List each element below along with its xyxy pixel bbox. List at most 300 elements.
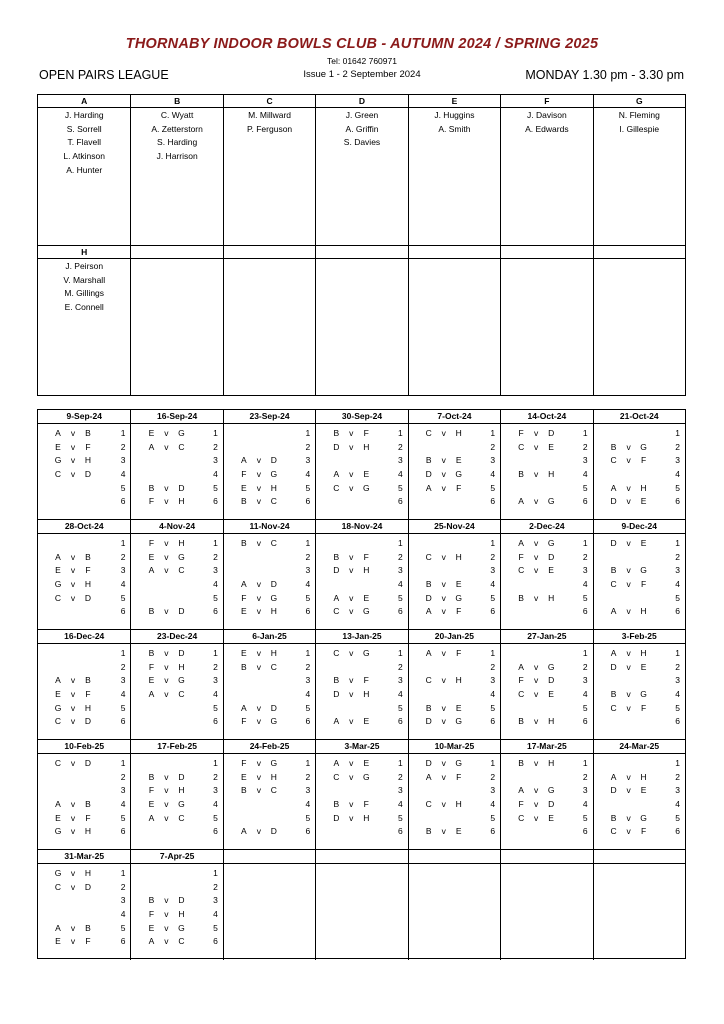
rink-number: 4	[120, 909, 126, 920]
team-row	[38, 95, 685, 246]
home-team: E	[55, 936, 61, 947]
home-team: A	[425, 482, 432, 493]
fixture-game	[224, 825, 315, 839]
versus: v	[441, 702, 446, 713]
rink-number: 6	[305, 826, 311, 837]
rink-number: 5	[305, 702, 311, 713]
rink-number: 2	[490, 441, 496, 452]
rink-number: 1	[120, 648, 126, 658]
versus: v	[70, 689, 76, 700]
home-team: D	[610, 661, 617, 672]
versus: v	[164, 661, 169, 672]
fixture-game	[38, 551, 130, 565]
away-team: G	[547, 496, 555, 507]
rink-number: 1	[397, 648, 403, 658]
fixture-game	[316, 468, 407, 482]
away-team: G	[640, 441, 647, 452]
versus: v	[534, 592, 539, 603]
fixture-game	[409, 605, 500, 619]
rink-number: 3	[213, 895, 218, 906]
rink-number: 3	[120, 565, 126, 576]
fixture-date: 4-Nov-24	[131, 520, 222, 534]
rink-number: 3	[120, 785, 126, 796]
home-team: A	[241, 579, 247, 590]
team-players	[38, 259, 130, 315]
versus: v	[626, 771, 631, 782]
fixture-game	[501, 661, 592, 675]
player-name: A. Zetterstorn	[151, 123, 203, 134]
fixture-game	[594, 454, 685, 468]
away-team: F	[640, 579, 647, 590]
fixture-game	[131, 454, 222, 468]
team-letter	[501, 246, 592, 259]
fixture-game	[409, 812, 500, 826]
rink-number: 2	[397, 661, 403, 672]
fixture-game	[409, 495, 500, 509]
away-team: H	[178, 909, 185, 920]
home-team: D	[425, 758, 432, 768]
team-cell	[500, 95, 592, 246]
home-team: B	[241, 661, 247, 672]
fixture-date: 13-Jan-25	[316, 630, 407, 644]
player-name: A. Hunter	[66, 164, 103, 175]
fixture-game	[409, 771, 500, 785]
versus: v	[256, 702, 261, 713]
away-team: G	[455, 758, 463, 768]
versus: v	[626, 606, 631, 617]
versus: v	[534, 661, 539, 672]
rink-number: 4	[397, 799, 403, 810]
fixture-game	[501, 771, 592, 785]
fixture-game	[131, 647, 222, 661]
versus: v	[164, 538, 169, 548]
away-team: H	[178, 496, 185, 507]
team-cell	[223, 95, 315, 246]
versus: v	[441, 455, 446, 466]
away-team: E	[363, 716, 370, 727]
away-team: G	[640, 565, 647, 576]
fixture-game	[409, 825, 500, 839]
home-team: E	[241, 482, 247, 493]
home-team: A	[241, 702, 247, 713]
rink-number: 3	[490, 455, 496, 466]
away-team: B	[85, 551, 91, 562]
rink-number: 4	[582, 579, 588, 590]
fixture-game	[131, 551, 222, 565]
versus: v	[164, 689, 169, 700]
home-team: D	[610, 496, 617, 507]
fixture-game	[409, 564, 500, 578]
fixture-game	[501, 702, 592, 716]
fixture-week-row	[38, 410, 685, 520]
fixture-cell	[408, 520, 500, 630]
away-team: E	[640, 785, 647, 796]
player-name: J. Peirson	[65, 261, 104, 271]
fixture-game	[409, 537, 500, 551]
rink-number: 4	[305, 799, 311, 810]
fixture-date: 16-Sep-24	[131, 410, 222, 424]
player-name: S. Harding	[157, 137, 198, 148]
home-team: F	[148, 661, 155, 672]
rink-number: 3	[213, 785, 218, 796]
versus: v	[441, 592, 446, 603]
home-team: F	[241, 716, 247, 727]
fixture-game	[501, 825, 592, 839]
rink-number: 5	[397, 812, 403, 823]
versus: v	[164, 812, 169, 823]
fixture-game	[594, 427, 685, 441]
away-team: G	[640, 689, 647, 700]
home-team: B	[333, 799, 340, 810]
fixture-game	[38, 592, 130, 606]
fixture-game	[224, 688, 315, 702]
rink-number: 3	[120, 455, 126, 466]
fixture-game	[594, 495, 685, 509]
rink-number: 6	[120, 826, 126, 837]
fixture-cell	[130, 410, 222, 520]
home-team: C	[518, 689, 525, 700]
versus: v	[626, 455, 631, 466]
away-team: E	[363, 758, 370, 768]
fixture-game	[224, 757, 315, 771]
fixture-cell	[315, 850, 407, 960]
fixture-date	[594, 850, 685, 864]
fixture-cell	[38, 850, 130, 960]
away-team: F	[640, 455, 647, 466]
versus: v	[349, 482, 354, 493]
rink-number: 2	[675, 771, 680, 782]
rink-number: 5	[305, 592, 311, 603]
home-team: A	[241, 455, 247, 466]
rink-number: 3	[213, 455, 218, 466]
fixture-date	[409, 850, 500, 864]
fixture-cell	[223, 630, 315, 740]
versus: v	[164, 428, 169, 438]
versus: v	[349, 771, 354, 782]
player-name: L. Atkinson	[63, 151, 105, 162]
fixture-game	[224, 661, 315, 675]
home-team: F	[518, 799, 524, 810]
home-team: C	[425, 428, 432, 438]
home-team: E	[55, 689, 61, 700]
versus: v	[164, 936, 169, 947]
rink-number: 1	[305, 538, 311, 548]
away-team: C	[270, 785, 277, 796]
rink-number: 4	[120, 469, 126, 480]
versus: v	[534, 469, 539, 480]
away-team: D	[84, 758, 92, 768]
fixture-game	[316, 674, 407, 688]
away-team: F	[85, 936, 91, 947]
home-team: B	[148, 648, 155, 658]
team-players	[316, 108, 407, 150]
fixture-game	[409, 715, 500, 729]
fixture-game	[38, 427, 130, 441]
rink-number: 4	[490, 469, 496, 480]
away-team: D	[270, 826, 277, 837]
team-players	[409, 108, 500, 136]
versus: v	[534, 716, 539, 727]
team-players	[501, 108, 592, 136]
away-team: G	[178, 799, 185, 810]
fixture-game	[131, 881, 222, 895]
fixture-game	[131, 702, 222, 716]
fixture-game	[316, 605, 407, 619]
team-letter: B	[131, 95, 222, 108]
player-name: J. Davison	[527, 110, 567, 120]
fixture-game	[316, 757, 407, 771]
versus: v	[349, 565, 354, 576]
fixture-game	[501, 605, 592, 619]
fixture-date: 24-Feb-25	[224, 740, 315, 754]
team-players	[594, 259, 685, 260]
fixture-cell	[130, 850, 222, 960]
away-team: E	[548, 565, 554, 576]
away-team: D	[548, 428, 555, 438]
home-team: A	[148, 936, 155, 947]
home-team: E	[148, 922, 155, 933]
home-team: C	[54, 716, 62, 727]
home-team: A	[241, 826, 247, 837]
fixture-game	[409, 441, 500, 455]
home-team: B	[148, 482, 155, 493]
versus: v	[349, 606, 354, 617]
rink-number: 5	[582, 482, 588, 493]
home-team: B	[241, 496, 247, 507]
player-name: T. Flavell	[67, 137, 101, 148]
home-team: E	[55, 565, 61, 576]
versus: v	[441, 579, 446, 590]
team-cell	[315, 95, 407, 246]
fixture-game	[38, 674, 130, 688]
fixture-game	[131, 922, 222, 936]
rink-number: 6	[675, 496, 680, 507]
versus: v	[164, 551, 169, 562]
fixture-game	[131, 674, 222, 688]
rink-number: 6	[213, 826, 218, 837]
fixture-date: 7-Oct-24	[409, 410, 500, 424]
away-team: F	[363, 675, 369, 686]
versus: v	[164, 565, 169, 576]
versus: v	[534, 565, 539, 576]
fixture-game	[131, 427, 222, 441]
away-team: E	[455, 455, 462, 466]
away-team: F	[85, 812, 91, 823]
versus: v	[70, 702, 76, 713]
rink-number: 1	[213, 648, 218, 658]
fixture-game	[501, 537, 592, 551]
team-letter: D	[316, 95, 407, 108]
fixture-game	[501, 427, 592, 441]
away-team: G	[455, 592, 463, 603]
rink-number: 3	[305, 675, 311, 686]
fixture-date: 24-Mar-25	[594, 740, 685, 754]
rink-number: 5	[120, 922, 126, 933]
team-cell	[593, 246, 685, 395]
fixture-cell	[593, 850, 685, 960]
fixture-game	[131, 605, 222, 619]
home-team: F	[148, 496, 155, 507]
rink-number: 3	[490, 675, 496, 686]
versus: v	[164, 909, 169, 920]
versus: v	[441, 482, 446, 493]
away-team: E	[548, 812, 554, 823]
home-team: E	[55, 812, 61, 823]
rink-number: 6	[120, 606, 126, 617]
away-team: H	[363, 441, 370, 452]
away-team: G	[455, 716, 463, 727]
fixture-game	[594, 551, 685, 565]
home-team: C	[518, 812, 525, 823]
fixture-cell	[500, 630, 592, 740]
home-team: D	[333, 812, 340, 823]
home-team: C	[425, 675, 432, 686]
home-team: E	[148, 675, 155, 686]
fixture-game	[131, 578, 222, 592]
player-name: J. Harrison	[156, 151, 198, 162]
rink-number: 1	[213, 868, 218, 878]
fixture-cell	[315, 630, 407, 740]
team-letter: F	[501, 95, 592, 108]
fixture-date: 11-Nov-24	[224, 520, 315, 534]
fixture-game	[38, 908, 130, 922]
away-team: D	[178, 606, 185, 617]
rink-number: 2	[397, 441, 403, 452]
away-team: C	[270, 661, 277, 672]
fixture-game	[594, 537, 685, 551]
fixture-date: 10-Mar-25	[409, 740, 500, 754]
rink-number: 3	[675, 675, 680, 686]
away-team: B	[85, 799, 91, 810]
home-team: F	[518, 428, 524, 438]
fixture-game	[224, 674, 315, 688]
away-team: B	[85, 922, 91, 933]
away-team: G	[178, 551, 185, 562]
fixture-cell	[38, 740, 130, 850]
team-letter: C	[224, 95, 315, 108]
rink-number: 6	[675, 826, 680, 837]
versus: v	[626, 538, 631, 548]
away-team: D	[84, 469, 92, 480]
fixture-game	[38, 798, 130, 812]
away-team: C	[178, 565, 185, 576]
rink-number: 1	[490, 758, 496, 768]
rink-number: 2	[490, 661, 496, 672]
fixture-game	[131, 935, 222, 949]
fixture-game	[131, 537, 222, 551]
versus: v	[256, 579, 261, 590]
away-team: F	[640, 702, 647, 713]
versus: v	[349, 428, 354, 438]
rink-number: 6	[213, 936, 218, 947]
away-team: H	[455, 799, 462, 810]
rink-number: 5	[120, 812, 126, 823]
team-letter	[594, 246, 685, 259]
home-team: A	[55, 428, 61, 438]
player-name: V. Marshall	[63, 274, 106, 285]
fixture-game	[409, 798, 500, 812]
rink-number: 4	[675, 799, 680, 810]
rink-number: 2	[675, 551, 680, 562]
away-team: F	[640, 826, 647, 837]
versus: v	[626, 661, 631, 672]
fixture-game	[38, 825, 130, 839]
fixture-cell	[500, 740, 592, 850]
fixture-game	[38, 564, 130, 578]
player-name: J. Huggins	[434, 110, 475, 120]
rink-number: 2	[490, 551, 496, 562]
home-team: A	[610, 482, 617, 493]
rink-number: 2	[213, 771, 218, 782]
fixture-game	[594, 715, 685, 729]
fixture-game	[501, 592, 592, 606]
rink-number: 5	[675, 592, 680, 603]
rink-number: 4	[675, 469, 680, 480]
team-players	[594, 108, 685, 136]
away-team: D	[548, 799, 555, 810]
fixture-game	[316, 702, 407, 716]
fixture-date: 17-Feb-25	[131, 740, 222, 754]
versus: v	[256, 716, 261, 727]
versus: v	[164, 441, 169, 452]
rink-number: 6	[582, 716, 588, 727]
fixture-date: 14-Oct-24	[501, 410, 592, 424]
fixture-game	[409, 661, 500, 675]
home-team: A	[148, 441, 155, 452]
away-team: G	[640, 812, 647, 823]
fixture-cell	[593, 740, 685, 850]
fixture-game	[224, 771, 315, 785]
rink-number: 6	[213, 606, 218, 617]
fixture-game	[594, 564, 685, 578]
away-team: H	[548, 592, 555, 603]
versus: v	[70, 675, 76, 686]
home-team: D	[425, 716, 432, 727]
fixture-game	[594, 578, 685, 592]
away-team: D	[84, 592, 92, 603]
home-team: D	[333, 441, 340, 452]
home-team: A	[333, 716, 340, 727]
team-players	[316, 259, 407, 260]
away-team: F	[85, 441, 91, 452]
fixture-game	[131, 688, 222, 702]
player-name: N. Fleming	[618, 110, 660, 120]
fixture-game	[38, 715, 130, 729]
versus: v	[164, 482, 169, 493]
rink-number: 4	[397, 469, 403, 480]
team-cell	[130, 246, 222, 395]
versus: v	[349, 812, 354, 823]
team-players	[131, 259, 222, 260]
versus: v	[349, 469, 354, 480]
away-team: G	[270, 716, 278, 727]
home-team: E	[241, 606, 247, 617]
fixture-game	[316, 661, 407, 675]
fixture-game	[409, 674, 500, 688]
team-letter: H	[38, 246, 130, 259]
away-team: E	[640, 496, 647, 507]
team-players	[224, 108, 315, 136]
rink-number: 1	[675, 538, 680, 548]
fixture-date: 9-Sep-24	[38, 410, 130, 424]
home-team: F	[148, 785, 155, 796]
fixture-date: 25-Nov-24	[409, 520, 500, 534]
fixture-game	[594, 468, 685, 482]
rink-number: 3	[120, 895, 126, 906]
rink-number: 5	[675, 702, 680, 713]
rink-number: 5	[582, 812, 588, 823]
versus: v	[70, 799, 76, 810]
